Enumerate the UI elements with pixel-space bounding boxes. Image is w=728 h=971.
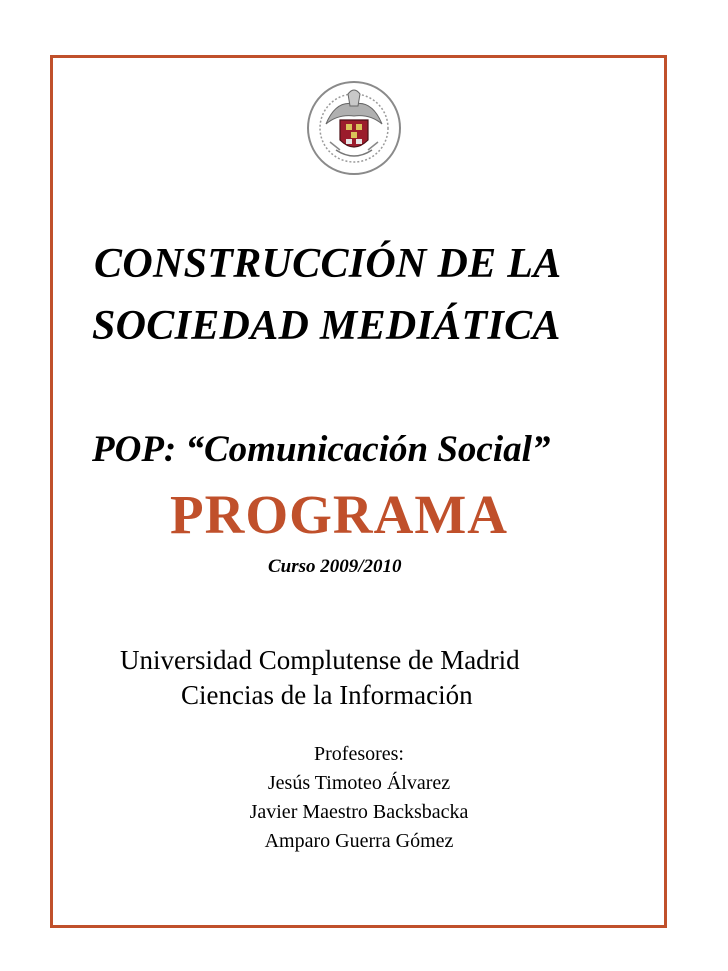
- document-subtitle: POP: “Comunicación Social”: [92, 429, 551, 470]
- professors-block: [200, 740, 518, 856]
- document-title-line-1: CONSTRUCCIÓN DE LA: [94, 241, 562, 287]
- university-seal-icon: [306, 80, 402, 176]
- professors-label: Profesores:: [314, 743, 404, 765]
- professor-name: Amparo Guerra Gómez: [264, 830, 454, 852]
- faculty-name: Ciencias de la Información: [181, 680, 473, 710]
- professor-name: Javier Maestro Backsbacka: [249, 801, 469, 823]
- programa-heading: PROGRAMA: [170, 484, 508, 545]
- document-title-line-2: SOCIEDAD MEDIÁTICA: [92, 303, 561, 349]
- course-year: Curso 2009/2010: [268, 556, 402, 577]
- university-name: Universidad Complutense de Madrid: [120, 645, 520, 675]
- professor-name: Jesús Timoteo Álvarez: [267, 772, 451, 794]
